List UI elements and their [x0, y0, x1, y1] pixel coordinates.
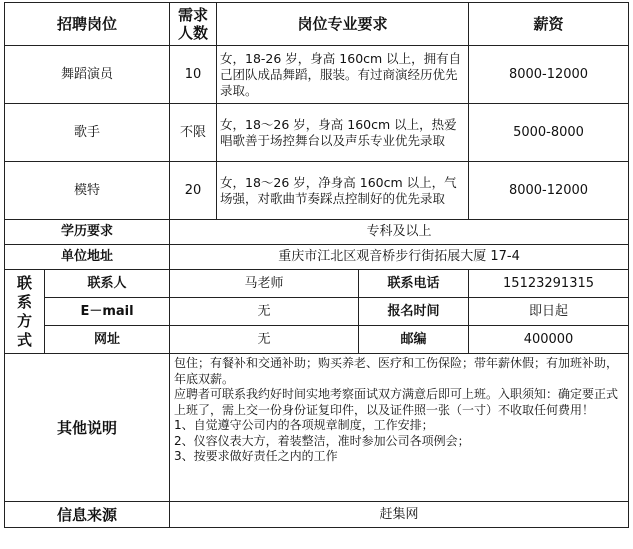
other-line: 应聘者可联系我约好时间实地考察面试双方满意后即可上班。入职须知：确定要正式上班了，需上交一份身份证复印件，以及证件照一张（一寸）不收取任何费用！ [174, 387, 619, 417]
address-row [5, 245, 629, 270]
job-requirement: 女，18～26 岁，净身高 160cm 以上，气场强，对歌曲节奏踩点控制好的优先录取 [217, 162, 469, 220]
other-line: 包住；有餐补和交通补助；购买养老、医疗和工伤保险；带年薪休假；有加班补助，年底双薪。 [174, 356, 619, 386]
education-value: 专科及以上 [170, 220, 629, 245]
zip-label: 邮编 [359, 326, 469, 354]
job-count: 10 [170, 46, 217, 104]
source-label: 信息来源 [5, 502, 170, 528]
job-title: 歌手 [5, 104, 170, 162]
header-need: 需求人数 [170, 3, 217, 46]
email-label: E－mail [45, 298, 170, 326]
contact-person-label: 联系人 [45, 270, 170, 298]
website-value: 无 [170, 326, 359, 354]
job-count: 20 [170, 162, 217, 220]
website-label: 网址 [45, 326, 170, 354]
header-requirement: 岗位专业要求 [217, 3, 469, 46]
job-row [5, 104, 629, 162]
contact-person-value: 马老师 [170, 270, 359, 298]
zip-value: 400000 [469, 326, 629, 354]
contact-row [5, 298, 629, 326]
job-title: 模特 [5, 162, 170, 220]
contact-section-text: 联系方式 [16, 273, 32, 349]
source-row [5, 502, 629, 528]
education-label: 学历要求 [5, 220, 170, 245]
job-salary: 8000-12000 [469, 46, 629, 104]
recruitment-table [4, 2, 629, 528]
job-requirement: 女，18～26 岁，身高 160cm 以上，热爱唱歌善于场控舞台以及声乐专业优先录取 [217, 104, 469, 162]
contact-phone-label: 联系电话 [359, 270, 469, 298]
other-line: 2、仪容仪表大方，着装整洁，准时参加公司各项例会； [174, 433, 470, 448]
contact-phone-value: 15123291315 [469, 270, 629, 298]
address-value: 重庆市江北区观音桥步行街拓展大厦 17-4 [170, 245, 629, 270]
job-salary: 5000-8000 [469, 104, 629, 162]
other-line: 1、自觉遵守公司内的各项规章制度，工作安排； [174, 418, 434, 432]
header-row [5, 3, 629, 46]
other-label: 其他说明 [5, 354, 170, 502]
job-title: 舞蹈演员 [5, 46, 170, 104]
job-row [5, 46, 629, 104]
other-line: 3、按要求做好责任之内的工作 [174, 449, 338, 463]
education-row [5, 220, 629, 245]
contact-row [5, 270, 629, 298]
header-salary: 薪资 [469, 3, 629, 46]
job-salary: 8000-12000 [469, 162, 629, 220]
email-value: 无 [170, 298, 359, 326]
source-value: 赶集网 [170, 502, 629, 528]
other-content [170, 354, 629, 502]
contact-row [5, 326, 629, 354]
signup-label: 报名时间 [359, 298, 469, 326]
other-row [5, 354, 629, 502]
job-count: 不限 [170, 104, 217, 162]
contact-section-label [5, 270, 45, 354]
address-label: 单位地址 [5, 245, 170, 270]
job-row [5, 162, 629, 220]
job-requirement: 女，18-26 岁，身高 160cm 以上，拥有自己团队成品舞蹈，服装。有过商演经历优先录取。 [217, 46, 469, 104]
header-position: 招聘岗位 [5, 3, 170, 46]
signup-value: 即日起 [469, 298, 629, 326]
